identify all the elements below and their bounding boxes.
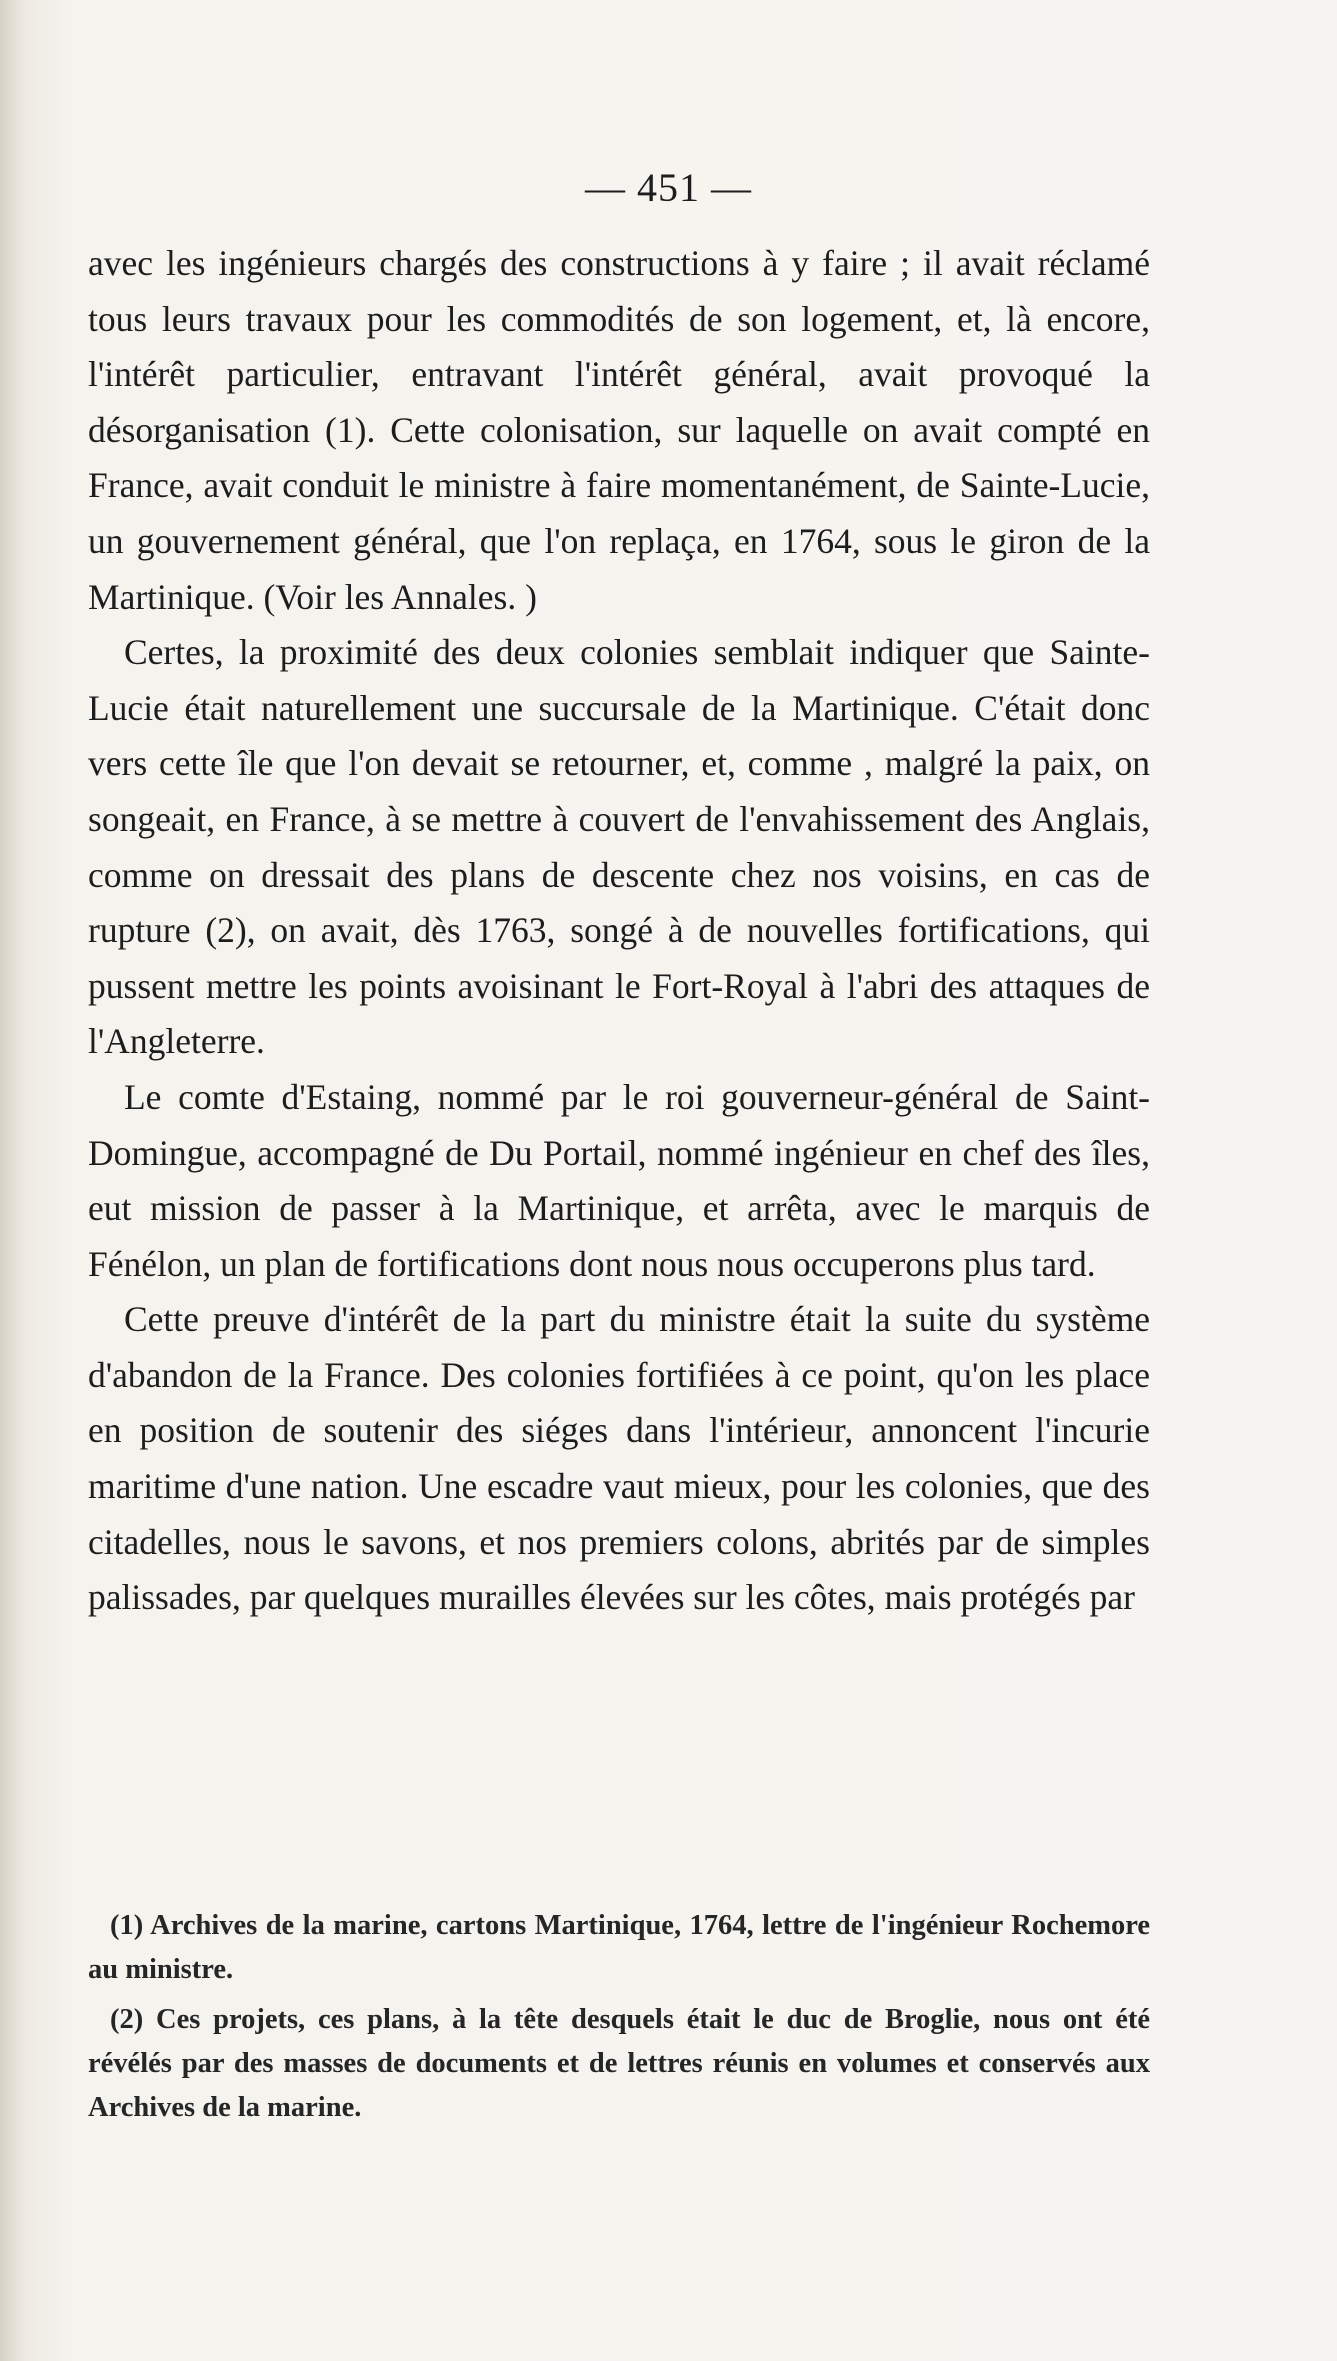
paragraph-1: avec les ingénieurs chargés des constructions à y faire ; il avait réclamé tous leurs travaux pour les commodités de son logement, et, là encore, l'intérêt particulier, entravant l'intérêt général, avait provoqué la désorganisation (1). Cette colonisation, sur laquelle on avait compté en France, avait conduit le ministre à faire momentanément, de Sainte-Lucie, un gouvernement général, que l'on replaça, en 1764, sous le giron de la Martinique. (Voir les Annales. ) — [88, 243, 1150, 617]
main-text — [88, 236, 1150, 1626]
footnote-1: (1) Archives de la marine, cartons Martinique, 1764, lettre de l'ingénieur Rochemore au ministre. — [88, 1910, 1150, 1985]
page-number: — 451 — — [585, 165, 752, 210]
footnote-2: (2) Ces projets, ces plans, à la tête desquels était le duc de Broglie, nous ont été révélés par des masses de documents et de lettres réunis en volumes et conservés aux Archives de la marine. — [88, 2004, 1150, 2123]
paragraph-4: Cette preuve d'intérêt de la part du ministre était la suite du système d'abandon de la France. Des colonies fortifiées à ce point, qu'on les place en position de soutenir des siéges dans l'intérieur, annoncent l'incurie maritime d'une nation. Une escadre vaut mieux, pour les colonies, que des citadelles, nous le savons, et nos premiers colons, abrités par de simples palissades, par quelques murailles élevées sur les côtes, mais protégés par — [88, 1299, 1150, 1618]
paragraph-2: Certes, la proximité des deux colonies semblait indiquer que Sainte-Lucie était naturellement une succursale de la Martinique. C'était donc vers cette île que l'on devait se retourner, et, comme , malgré la paix, on songeait, en France, à se mettre à couvert de l'envahissement des Anglais, comme on dressait des plans de descente chez nos voisins, en cas de rupture (2), on avait, dès 1763, songé à de nouvelles fortifications, qui pussent mettre les points avoisinant le Fort-Royal à l'abri des attaques de l'Angleterre. — [88, 632, 1150, 1062]
footnotes — [88, 1904, 1150, 2136]
paragraph-3: Le comte d'Estaing, nommé par le roi gouverneur-général de Saint-Domingue, accompagné de Du Portail, nommé ingénieur en chef des îles, eut mission de passer à la Martinique, et arrêta, avec le marquis de Fénélon, un plan de fortifications dont nous nous occuperons plus tard. — [88, 1076, 1150, 1284]
